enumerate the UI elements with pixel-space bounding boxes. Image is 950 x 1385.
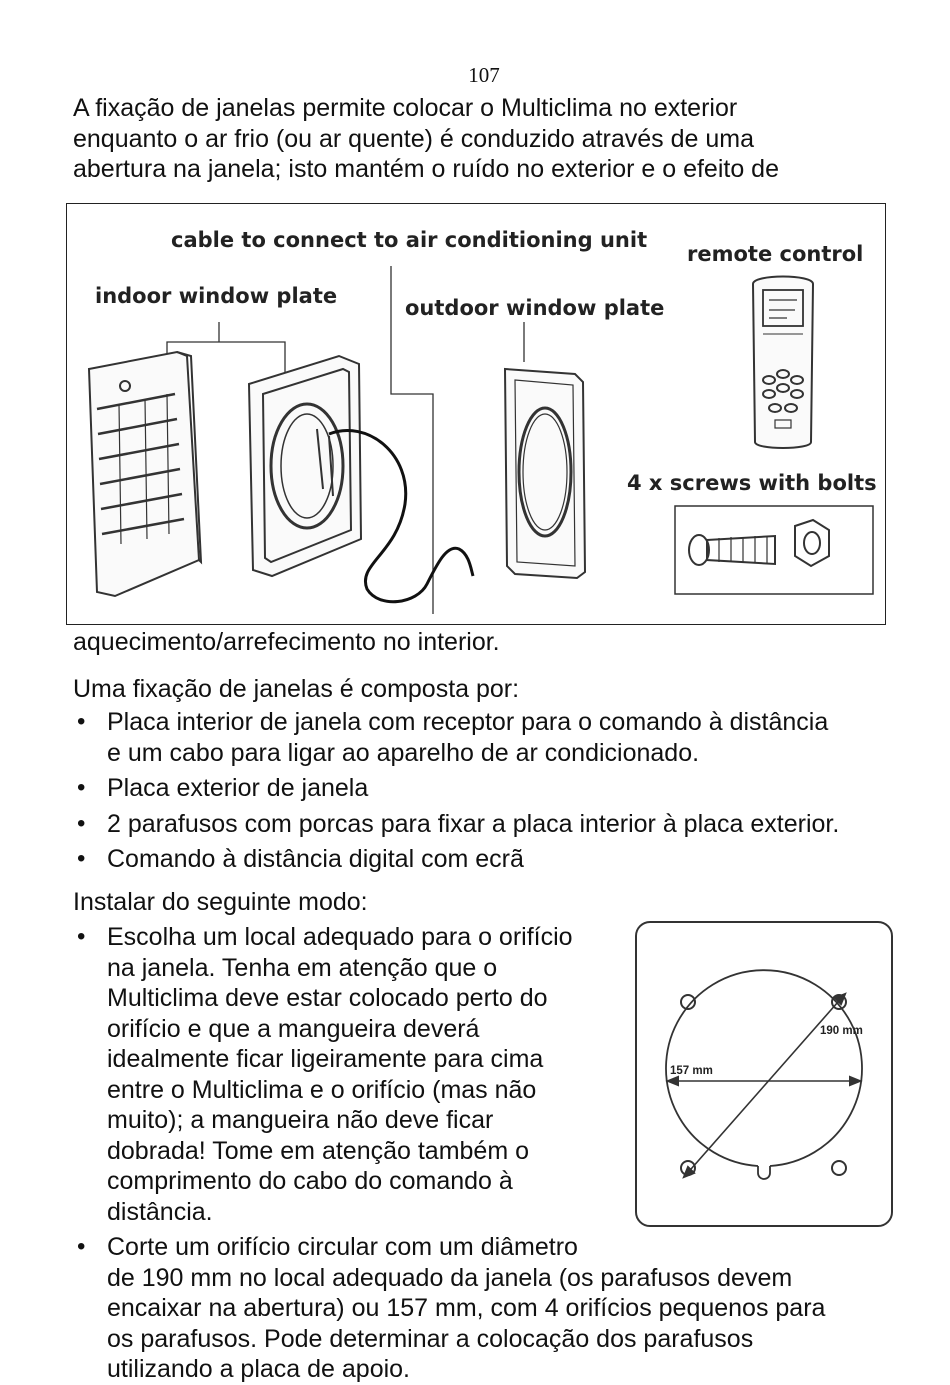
label-outdoor-window-plate: outdoor window plate — [405, 296, 665, 320]
intro-paragraph — [73, 93, 779, 185]
composition-list — [73, 707, 839, 875]
intro-line: enquanto o ar frio (ou ar quente) é conduzido através de uma — [73, 124, 754, 153]
list-item: • 2 parafusos com porcas para fixar a placa interior à placa exterior. — [73, 809, 839, 840]
label-remote-control: remote control — [687, 242, 864, 266]
label-indoor-window-plate: indoor window plate — [95, 284, 338, 308]
hole-template-diagram — [634, 920, 894, 1228]
intro-line: A fixação de janelas permite colocar o Multiclima no exterior — [73, 94, 738, 122]
intro-line: abertura na janela; isto mantém o ruído no exterior e o efeito de — [73, 155, 779, 183]
window-kit-illustration — [67, 204, 887, 626]
list-item: • Comando à distância digital com ecrã — [73, 844, 839, 875]
label-cable: cable to connect to air conditioning unit — [171, 228, 648, 252]
list-item: • Placa exterior de janela — [73, 773, 839, 804]
page-number: 107 — [468, 63, 500, 87]
list-item: • Escolha um local adequado para o orifício na janela. Tenha em atenção que o Multiclima deve estar colocado perto do orifício e que a mangueira deverá idealmente ficar ligeiramente para cima entre o Multiclima e o orifício (mas não muito); a mangueira não deve ficar dobrada! Tome em atenção também o comprimento do cabo do comando à distância. — [73, 922, 825, 1227]
label-190-mm: 190 mm — [820, 1025, 863, 1037]
composition-heading: Uma fixação de janelas é composta por: — [73, 675, 520, 703]
continuation-line: aquecimento/arrefecimento no interior. — [73, 628, 500, 656]
window-kit-figure — [66, 203, 886, 625]
install-heading: Instalar do seguinte modo: — [73, 888, 368, 916]
label-screws: 4 x screws with bolts — [627, 471, 877, 495]
label-157-mm: 157 mm — [670, 1065, 713, 1077]
list-item: • Placa interior de janela com receptor para o comando à distância e um cabo para ligar ao aparelho de ar condicionado. — [73, 707, 839, 768]
list-item: • Corte um orifício circular com um diâmetro de 190 mm no local adequado da janela (os parafusos devem encaixar na abertura) ou 157 mm, com 4 orifícios pequenos para os parafusos. Pode determinar a colocação dos parafusos utilizando a placa de apoio. — [73, 1232, 825, 1385]
